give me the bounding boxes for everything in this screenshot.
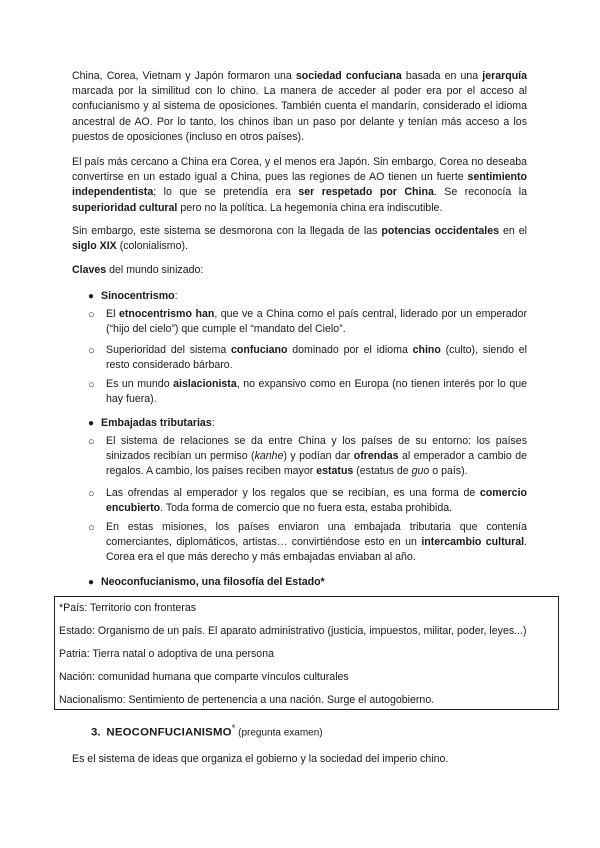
sub-bullet-circle-icon: ○ — [88, 345, 95, 357]
glossary-entry-estado: Estado: Organismo de un país. El aparato administrativo (justicia, impuestos, militar, poder, leyes...) — [59, 625, 527, 637]
paragraph-confucian-society: China, Corea, Vietnam y Japón formaron una sociedad confuciana basada en una jerarquía marcada por la similitud con lo chino. La manera de acceder al poder era por el acceso al confucianismo y al sistema de oposiciones. También cuenta el mandarín, considerado el idioma ancestral de AO. Por lo tanto, los chinos iban un paso por delante y tenían más acceso a los puestos de oposiciones (incluso en otros países). — [72, 70, 527, 143]
glossary-entry-nacionalismo: Nacionalismo: Sentimiento de pertenencia a una nación. Surge el autogobierno. — [59, 694, 435, 706]
sub-bullet-circle-icon: ○ — [88, 309, 95, 321]
bullet-embajadas: Embajadas tributarias: — [101, 417, 215, 429]
paragraph-collapse: Sin embargo, este sistema se desmorona con la llegada de las potencias occidentales en el siglo XIX (colonialismo). — [72, 225, 527, 253]
bullet-dot-icon: ● — [88, 577, 95, 588]
list-item-superioridad: Superioridad del sistema confuciano dominado por el idioma chino (culto), siendo el resto considerado bárbaro. — [106, 344, 527, 372]
bullet-dot-icon: ● — [88, 291, 95, 302]
list-item-comercio: Las ofrendas al emperador y los regalos que se recibían, es una forma de comercio encubierto. Toda forma de comercio que no fuera esta, estaba prohibida. — [106, 487, 527, 515]
section-heading: 3. NEOCONFUCIANISMO* (pregunta examen) — [91, 723, 323, 739]
paragraph-korea-japan: El país más cercano a China era Corea, y el menos era Japón. Sin embargo, Corea no deseaba convertirse en un estado igual a China, pues las regiones de AO tienen un fuerte sentimiento independentista; lo que se pretendía era ser respetado por China. Se reconocía la superioridad cultural pero no la política. La hegemonía china era indiscutible. — [72, 156, 527, 214]
list-item-misiones: En estas misiones, los países enviaron una embajada tributaria que contenía comerciantes, diplomáticos, artistas… convirtiéndose esto en un intercambio cultural. Corea era el que más derecho y más embajadas enviaban al año. — [106, 521, 527, 564]
bullet-sinocentrismo: Sinocentrismo: — [101, 290, 178, 302]
glossary-entry-pais: *País: Territorio con fronteras — [59, 602, 197, 614]
bullet-neoconfucianismo: Neoconfucianismo, una filosofía del Estado* — [101, 576, 325, 588]
glossary-entry-nacion: Nación: comunidad humana que comparte vínculos culturales — [59, 671, 349, 683]
glossary-entry-patria: Patria: Tierra natal o adoptiva de una persona — [59, 648, 274, 660]
list-item-relaciones: El sistema de relaciones se da entre China y los países de su entorno: los países sinizados recibían un permiso (kanhe) y podían dar ofrendas al emperador a cambio de regalos. A cambio, los países reciben mayor estatus (estatus de guo o país). — [106, 435, 527, 478]
sub-bullet-circle-icon: ○ — [88, 379, 95, 391]
bullet-dot-icon: ● — [88, 418, 95, 429]
list-item-etnocentrismo: El etnocentrismo han, que ve a China como el país central, liderado por un emperador (“hijo del cielo”) que cumple el “mandato del Cielo”. — [106, 308, 527, 336]
sub-bullet-circle-icon: ○ — [88, 436, 95, 448]
closing-paragraph: Es el sistema de ideas que organiza el gobierno y la sociedad del imperio chino. — [72, 753, 449, 765]
claves-heading: Claves del mundo sinizado: — [72, 264, 204, 276]
sub-bullet-circle-icon: ○ — [88, 488, 95, 500]
glossary-box — [54, 596, 559, 710]
list-item-aislacionista: Es un mundo aislacionista, no expansivo como en Europa (no tienen interés por lo que hay fuera). — [106, 378, 527, 406]
sub-bullet-circle-icon: ○ — [88, 522, 95, 534]
